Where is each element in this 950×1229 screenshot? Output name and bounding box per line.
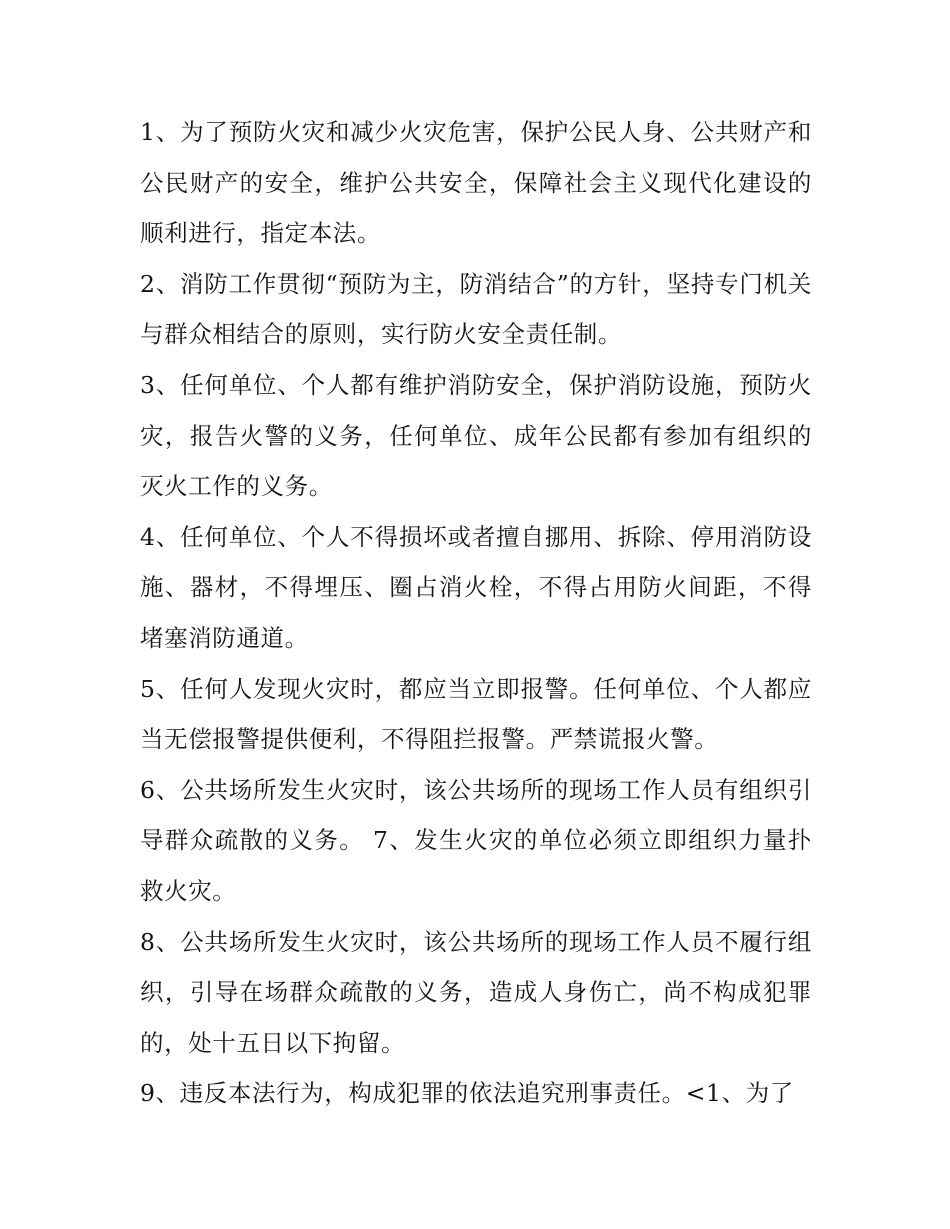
paragraph-5: 5、任何人发现火灾时，都应当立即报警。任何单位、个人都应当无偿报警提供便利，不得阻拦报警。严禁谎报火警。 — [140, 674, 812, 754]
paragraph-2: 2、消防工作贯彻“预防为主，防消结合”的方针，坚持专门机关与群众相结合的原则，实行防火安全责任制。 — [140, 269, 812, 349]
document-body — [140, 107, 812, 1119]
paragraph-3: 3、任何单位、个人都有维护消防安全，保护消防设施，预防火灾，报告火警的义务，任何单位、成年公民都有参加有组织的灭火工作的义务。 — [140, 370, 812, 501]
paragraph-9: 9、违反本法行为，构成犯罪的依法追究刑事责任。<1、为了 — [140, 1079, 794, 1108]
paragraph-8: 8、公共场所发生火灾时，该公共场所的现场工作人员不履行组织，引导在场群众疏散的义务，造成人身伤亡，尚不构成犯罪的，处十五日以下拘留。 — [140, 927, 812, 1057]
paragraph-6: 6、公共场所发生火灾时，该公共场所的现场工作人员有组织引导群众疏散的义务。 7、发生火灾的单位必须立即组织力量扑救火灾。 — [140, 775, 812, 905]
paragraph-4: 4、任何单位、个人不得损坏或者擅自挪用、拆除、停用消防设施、器材，不得埋压、圈占消火栓，不得占用防火间距，不得堵塞消防通道。 — [140, 522, 812, 652]
paragraph-1: 1、为了预防火灾和减少火灾危害，保护公民人身、公共财产和公民财产的安全，维护公共安全，保障社会主义现代化建设的顺利进行，指定本法。 — [140, 118, 812, 248]
